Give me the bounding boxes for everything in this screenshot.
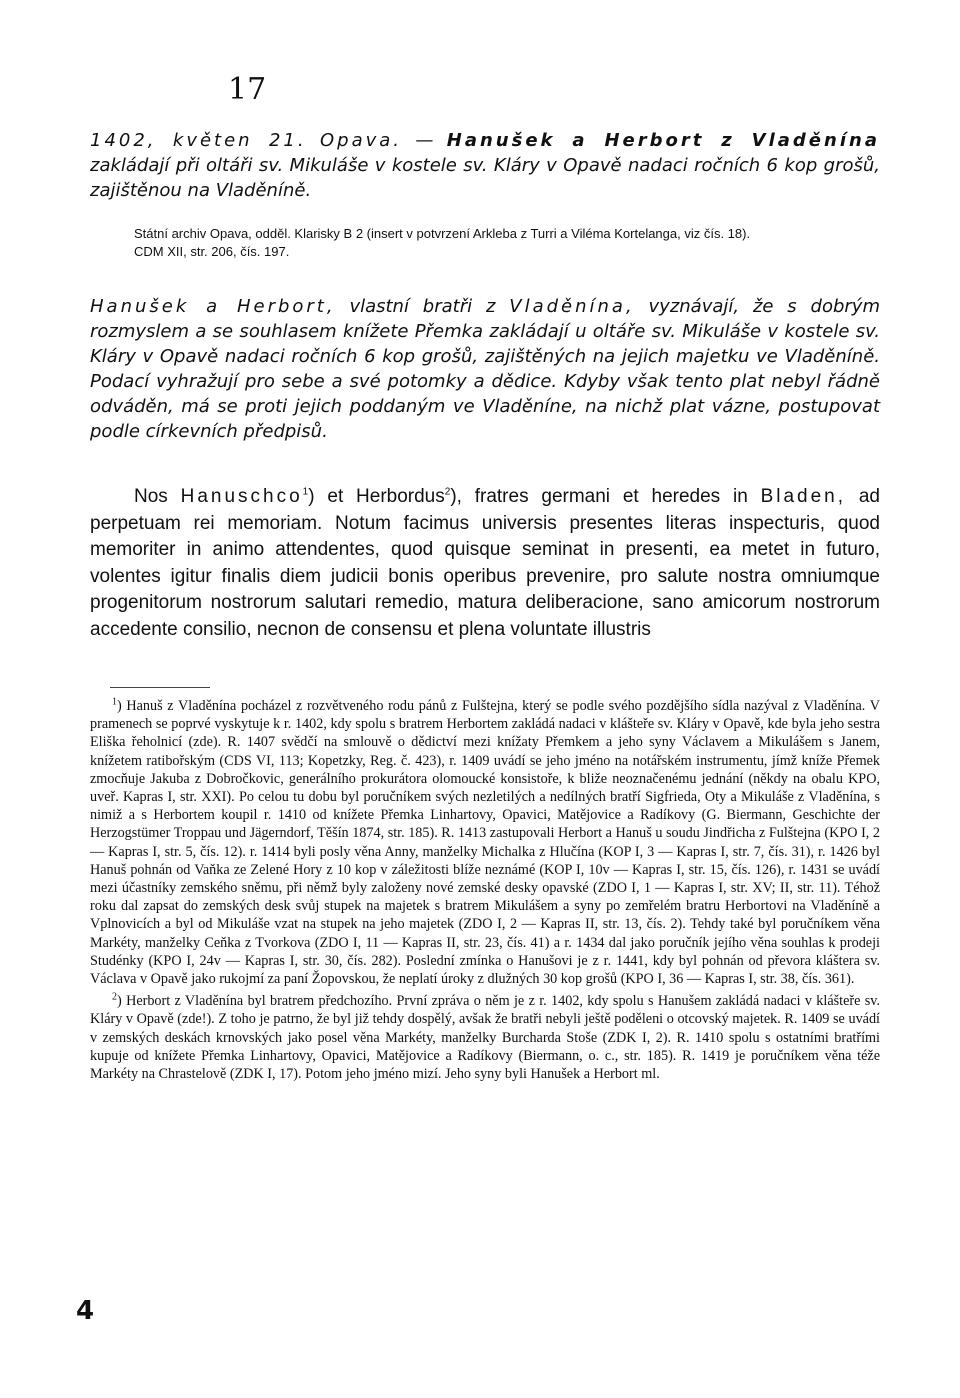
- summary-names: Hanušek a Herbort,: [90, 296, 336, 317]
- footnote-divider: [110, 687, 210, 688]
- sheet-number: 4: [76, 1296, 95, 1326]
- regest-title: [90, 128, 880, 203]
- archival-sources: [90, 225, 880, 261]
- footnote-2-marker: 2: [112, 991, 117, 1003]
- footnote-1: [90, 697, 880, 988]
- footnote-ref-1[interactable]: 1: [302, 486, 309, 498]
- main-rest: ad perpetuam rei memoriam. Notum facimus universis presentes literas inspecturis, quod memoriter in animo attendentes, quod quisque seminat in presenti, ea metet in futuro, volentes igitur finalis diem judicii bonis operibus prevenire, pro salute nostra omniumque progenitorum nostrorum salutari remedio, matura deliberacione, sano amicorum nostrorum accedente consilio, necnon de consensu et plena voluntate illustris: [90, 486, 880, 640]
- source-archive: Státní archiv Opava, odděl. Klarisky B 2 (insert v potvrzení Arkleba z Turri a Viléma Kortelanga, viz čís. 18).: [134, 226, 751, 241]
- source-edition: CDM XII, str. 206, čís. 197.: [134, 244, 290, 259]
- footnote-ref-2[interactable]: 2: [444, 486, 451, 498]
- summary-place: Vladěnína,: [509, 296, 635, 317]
- main-place: Bladen,: [760, 486, 847, 507]
- regest-rest: zakládají při oltáři sv. Mikuláše v kostele sv. Kláry v Opavě nadaci ročních 6 kop grošů, zajištěnou na Vladěníně.: [90, 155, 880, 201]
- footnote-1-text: ) Hanuš z Vladěnína pocházel z rozvětveného rodu pánů z Fulštejna, který se podle svého pozdějšího sídla nazýval z Vladěnína. V pramenech se poprvé vyskytuje k r. 1402, kdy spolu s bratrem Herbortem zakládá nadaci v klášteře sv. Kláry v Opavě, kde byla jeho sestra Eliška řeholnicí (zde). R. 1407 svědčí na smlouvě o dědictví mezi knížaty Přemkem a jeho syny Václavem a Mikulášem s Janem, knížetem ratibořským (CDS VI, 113; Kopetzky, Reg. č. 423), r. 1409 uvádí se jeho jméno na notářském instrumentu, jímž kníže Přemek zmocňuje Jakuba z Dobročkovic, generálního prokurátora olomoucké konsistoře, k bliže neoznačenému jednání (někdy na obalu KPO, uveř. Kapras I, str. XXI). Po celou tu dobu byl poručníkem svých nezletilých a nedílných bratří Sigfrieda, Oty a Mikuláše z Vladěnína, s nimiž a s Herbortem koupil r. 1410 od knížete Přemka Linhartovy, Opavici, Matějovice a Radíkovy (G. Biermann, Geschichte der Herzogstümer Troppau und Jägerndorf, Těšín 1874, str. 185). R. 1413 zastupovali Herbort a Hanuš u soudu Jindřicha z Fulštejna (KPO I, 2 — Kapras I, str. 5, čís. 12). r. 1414 byli posly věna Anny, manželky Michalka z Hlučína (KOP I, 3 — Kapras I, str. 7, čís. 31), r. 1426 byl Hanuš pohnán od Vaňka ze Zelené Hory z 10 kop v záležitosti blíže neznámé (KOP I, 10v — Kapras I, str. 15, čís. 126), r. 1431 se uvádí mezi účastníky zemského sněmu, při němž byly založeny nové zemské desky opavské (ZDO I, 1 — Kapras I, str. XV; II, str. 11). Téhož roku dal zapsat do zemských desk svůj stupek na majetek s bratrem Mikulášem a syny po zemřelém bratru Herbortovi na Vladěníně a Vplnovicích a byl od Mikuláše vzat na stupek na jeho majetek (ZDO I, 2 — Kapras II, str. 13, čís. 2). Tehdy také byl poručníkem věna Markéty, manželky Ceňka z Tvorkova (ZDO I, 11 — Kapras II, str. 23, čís. 41) a r. 1434 dal jako poručník jejího věna souhlas k prodeji Studénky (KPO I, 24v — Kapras I, str. 30, čís. 282). Poslední zmínka o Hanušovi je z r. 1441, kdy byl pohnán od převora kláštera sv. Václava v Opavě jako rukojmí za paní Žopovskou, že neplatí úroky z dlužných 30 kop grošů (KPO I, 36 — Kapras I, str. 38, čís. 361).: [90, 698, 880, 988]
- regest-date: 1402, květen 21.: [90, 130, 307, 151]
- main-name1: Hanuschco: [180, 486, 303, 507]
- main-mid1: ) et Herbordus: [308, 486, 445, 507]
- regest-dash: —: [415, 130, 434, 151]
- footnotes: [90, 697, 880, 1087]
- main-mid2: ), fratres germani et heredes in: [450, 486, 748, 507]
- latin-charter-text: [90, 484, 880, 643]
- regest-summary: [90, 294, 880, 444]
- summary-part1: vlastní bratři z: [349, 296, 496, 317]
- regest-names: Hanušek a Herbort z Vladěnína: [446, 130, 880, 151]
- page-number: 17: [228, 72, 267, 107]
- summary-rest: vyznávají, že s dobrým rozmyslem a se souhlasem knížete Přemka zakládají u oltáře sv. Mikuláše v kostele sv. Kláry v Opavě nadaci ročních 6 kop grošů, zajištěných na jejich majetku ve Vladěníně. Podací vyhražují pro sebe a své potomky a dědice. Kdyby však tento plat nebyl řádně odváděn, má se proti jejich poddaným ve Vladěníne, na nichž plat vázne, postupovat podle církevních předpisů.: [90, 296, 880, 442]
- footnote-2: [90, 992, 880, 1083]
- main-start: Nos: [134, 486, 168, 507]
- regest-place: Opava.: [319, 130, 403, 151]
- footnote-1-marker: 1: [112, 696, 117, 708]
- footnote-2-text: ) Herbort z Vladěnína byl bratrem předchozího. První zpráva o něm je z r. 1402, kdy spolu s Hanušem zakládá nadaci v klášteře sv. Kláry v Opavě (zde!). Z toho je patrno, že byl již tehdy dospělý, avšak že bratři nebyli ještě poděleni o otcovský majetek. R. 1409 se uvádí v zemských deskách krnovských jako posel věna Markéty, manželky Burcharda Stoše (ZDK I, 2). R. 1410 spolu s ostatními bratřími kupuje od knížete Přemka Linhartovy, Opavici, Matějovice a Radíkovy (Biermann, o. c., str. 185). R. 1419 je poručníkem věna téže Markéty na Chrastelově (ZDK I, 17). Potom jeho jméno mizí. Jeho syny byli Hanušek a Herbort ml.: [90, 993, 880, 1083]
